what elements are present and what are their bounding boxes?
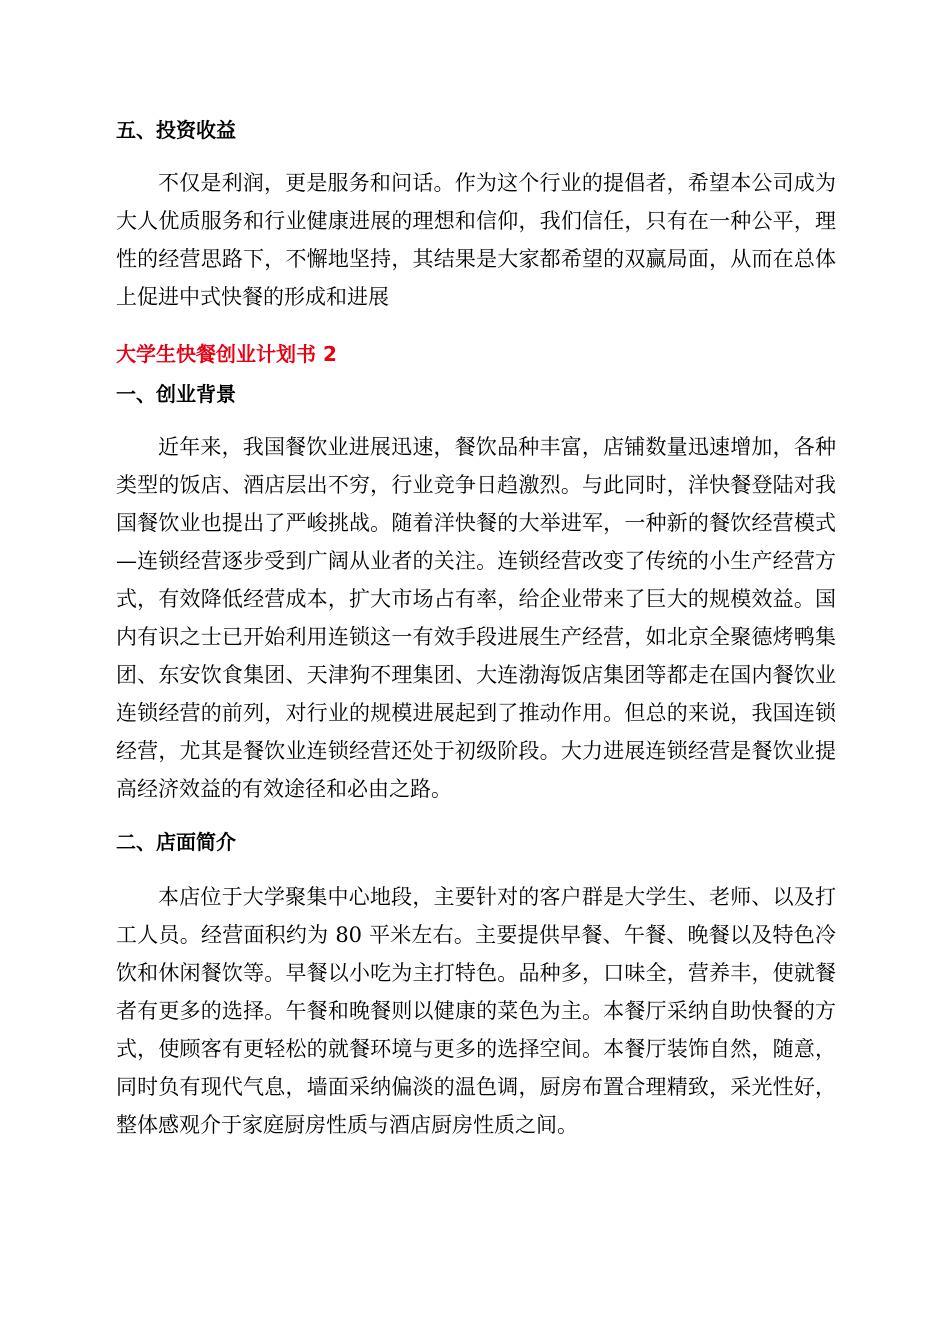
plan-2-title: 大学生快餐创业计划书 2 (116, 342, 337, 366)
section-5-paragraph: 不仅是利润，更是服务和问话。作为这个行业的提倡者，希望本公司成为大人优质服务和行业健康进展的理想和信仰，我们信任，只有在一种公平，理性的经营思路下，不懈地坚持，其结果是大家都希望的双赢局面，从而在总体上促进中式快餐的形成和进展 (116, 171, 836, 309)
section-1-heading: 一、创业背景 (116, 382, 236, 406)
section-2-paragraph: 本店位于大学聚集中心地段，主要针对的客户群是大学生、老师、以及打工人员。经营面积约为 80 平米左右。主要提供早餐、午餐、晚餐以及特色冷饮和休闲餐饮等。早餐以小吃为主打特色。品种多，口味全，营养丰，使就餐者有更多的选择。午餐和晚餐则以健康的菜色为主。本餐厅采纳自助快餐的方式，使顾客有更轻松的就餐环境与更多的选择空间。本餐厅装饰自然，随意，同时负有现代气息，墙面采纳偏淡的温色调，厨房布置合理精致，采光性好，整体感观介于家庭厨房性质与酒店厨房性质之间。 (116, 885, 836, 1137)
section-1-paragraph: 近年来，我国餐饮业进展迅速，餐饮品种丰富，店铺数量迅速增加，各种类型的饭店、酒店层出不穷，行业竞争日趋激烈。与此同时，洋快餐登陆对我国餐饮业也提出了严峻挑战。随着洋快餐的大举进军，一种新的餐饮经营模式—连锁经营逐步受到广阔从业者的关注。连锁经营改变了传统的小生产经营方式，有效降低经营成本，扩大市场占有率，给企业带来了巨大的规模效益。国内有识之士已开始利用连锁这一有效手段进展生产经营，如北京全聚德烤鸭集团、东安饮食集团、天津狗不理集团、大连渤海饭店集团等都走在国内餐饮业连锁经营的前列，对行业的规模进展起到了推动作用。但总的来说，我国连锁经营，尤其是餐饮业连锁经营还处于初级阶段。大力进展连锁经营是餐饮业提高经济效益的有效途径和必由之路。 (116, 435, 836, 801)
section-5-heading: 五、投资收益 (116, 118, 236, 142)
section-2-heading: 二、店面简介 (116, 830, 236, 854)
document-page (116, 112, 836, 1144)
